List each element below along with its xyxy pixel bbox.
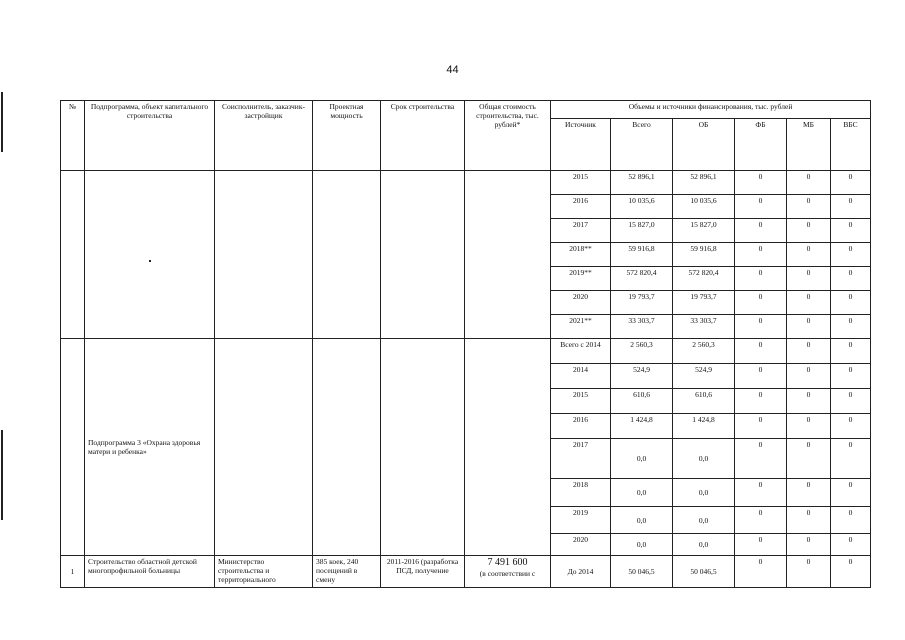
object1-vbs: 0 — [831, 556, 871, 588]
header-funding-group: Объемы и источники финансирования, тыс. рублей — [551, 101, 871, 119]
block1-executor-cell — [215, 171, 313, 339]
object1-cost: 7 491 600 — [487, 557, 528, 568]
page-number: 44 — [446, 64, 459, 76]
block1-cost-cell — [465, 171, 551, 339]
table-cell: 0 — [831, 364, 871, 389]
table-cell: 0 — [787, 315, 831, 339]
table-cell: Всего с 2014 — [551, 339, 611, 364]
object1-fb: 0 — [735, 556, 787, 588]
object1-source: До 2014 — [551, 556, 611, 588]
stray-dot — [149, 260, 151, 262]
table-cell: 2018** — [551, 243, 611, 267]
header-period: Срок строительства — [381, 101, 465, 171]
table-cell: 0 — [831, 267, 871, 291]
object1-cost-note: (в соответствии с — [479, 569, 536, 578]
table-cell: 0 — [831, 507, 871, 534]
table-cell: 2020 — [551, 534, 611, 556]
table-cell: 0 — [735, 171, 787, 195]
table-cell: 2015 — [551, 171, 611, 195]
header-capacity: Проектная мощность — [313, 101, 381, 171]
table-cell: 0,0 — [673, 507, 735, 534]
table-cell: 0 — [735, 507, 787, 534]
table-cell: 10 035,6 — [673, 195, 735, 219]
table-cell: 33 303,7 — [611, 315, 673, 339]
block1-no-cell — [61, 171, 85, 339]
header-source: Источник — [551, 119, 611, 171]
table-cell: 0 — [787, 291, 831, 315]
table-cell: 2014 — [551, 364, 611, 389]
table-cell: 0,0 — [673, 479, 735, 507]
table-cell: 0,0 — [673, 439, 735, 479]
header-vbs: ВБС — [831, 119, 871, 171]
table-cell: 2016 — [551, 414, 611, 439]
table-cell: 0 — [831, 171, 871, 195]
table-cell: 0 — [831, 439, 871, 479]
object1-capacity: 385 коек, 240 посещений в смену — [313, 556, 381, 588]
object1-mb: 0 — [787, 556, 831, 588]
object1-period: 2011-2016 (разработка ПСД, получение — [381, 556, 465, 588]
object1-cost-cell — [465, 556, 551, 588]
table-cell: 0 — [831, 291, 871, 315]
object1-name: Строительство областной детской многопрофильной больницы — [85, 556, 215, 588]
table-cell: 0 — [831, 389, 871, 414]
table-cell: 0 — [735, 195, 787, 219]
table-cell: 0 — [735, 534, 787, 556]
table-cell: 0 — [787, 414, 831, 439]
funding-table — [60, 100, 871, 588]
header-subprogram: Подпрограмма, объект капитального строительства — [85, 101, 215, 171]
table-cell: 0 — [735, 339, 787, 364]
block1-period-cell — [381, 171, 465, 339]
table-cell: 0 — [831, 243, 871, 267]
table-cell: 19 793,7 — [673, 291, 735, 315]
header-executor: Соисполнитель, заказчик-застройщик — [215, 101, 313, 171]
table-cell: 0 — [831, 414, 871, 439]
table-cell: 0 — [735, 389, 787, 414]
header-total-cost: Общая стоимость строительства, тыс. рублей* — [465, 101, 551, 171]
sub3-executor-cell — [215, 339, 313, 556]
object1-total: 50 046,5 — [611, 556, 673, 588]
table-cell: 2 560,3 — [673, 339, 735, 364]
table-cell: 2020 — [551, 291, 611, 315]
table-cell: 0 — [735, 219, 787, 243]
sub3-cost-cell — [465, 339, 551, 556]
table-cell: 0 — [735, 439, 787, 479]
table-cell: 0 — [787, 267, 831, 291]
table-cell: 572 820,4 — [611, 267, 673, 291]
table-cell: 1 424,8 — [673, 414, 735, 439]
table-cell: 0 — [735, 291, 787, 315]
table-cell: 0 — [831, 315, 871, 339]
block1-capacity-cell — [313, 171, 381, 339]
table-cell: 0 — [735, 479, 787, 507]
table-cell: 2018 — [551, 479, 611, 507]
table-cell: 0 — [787, 479, 831, 507]
table-cell: 0,0 — [611, 534, 673, 556]
table-cell: 1 424,8 — [611, 414, 673, 439]
table-cell: 0 — [787, 534, 831, 556]
sub3-period-cell — [381, 339, 465, 556]
table-cell: 0 — [787, 219, 831, 243]
table-cell: 0 — [735, 267, 787, 291]
table-cell: 2019 — [551, 507, 611, 534]
table-cell: 15 827,0 — [673, 219, 735, 243]
table-cell: 2015 — [551, 389, 611, 414]
header-no: № — [61, 101, 85, 171]
table-cell: 0 — [735, 364, 787, 389]
table-cell: 0,0 — [611, 479, 673, 507]
table-cell: 0 — [831, 479, 871, 507]
table-cell: 0 — [787, 507, 831, 534]
table-cell: 0 — [831, 219, 871, 243]
table-cell: 572 820,4 — [673, 267, 735, 291]
table-cell: 15 827,0 — [611, 219, 673, 243]
table-cell: 2017 — [551, 439, 611, 479]
table-cell: 59 916,8 — [673, 243, 735, 267]
table-cell: 0 — [735, 414, 787, 439]
margin-mark-top — [1, 92, 3, 152]
table-cell: 0 — [787, 171, 831, 195]
margin-mark-bottom — [1, 430, 3, 520]
table-cell: 524,9 — [673, 364, 735, 389]
header-ob: ОБ — [673, 119, 735, 171]
table-cell: 0 — [787, 195, 831, 219]
table-cell: 0,0 — [611, 507, 673, 534]
table-cell: 19 793,7 — [611, 291, 673, 315]
table-cell: 0 — [831, 534, 871, 556]
table-cell: 0 — [787, 243, 831, 267]
object1-ob: 50 046,5 — [673, 556, 735, 588]
table-cell: 0 — [831, 339, 871, 364]
table-cell: 0,0 — [673, 534, 735, 556]
table-cell: 33 303,7 — [673, 315, 735, 339]
table-cell: 0 — [735, 243, 787, 267]
table-cell: 52 896,1 — [611, 171, 673, 195]
table-cell: 0 — [787, 339, 831, 364]
header-fb: ФБ — [735, 119, 787, 171]
table-cell: 2017 — [551, 219, 611, 243]
table-cell: 59 916,8 — [611, 243, 673, 267]
block1-name-cell — [85, 171, 215, 339]
object1-no: 1 — [61, 556, 85, 588]
table-cell: 2019** — [551, 267, 611, 291]
table-cell: 52 896,1 — [673, 171, 735, 195]
table-cell: 610,6 — [611, 389, 673, 414]
table-cell: 0 — [735, 315, 787, 339]
table-cell: 0 — [831, 195, 871, 219]
table-cell: 10 035,6 — [611, 195, 673, 219]
table-cell: 2021** — [551, 315, 611, 339]
table-cell: 2016 — [551, 195, 611, 219]
sub3-no-cell — [61, 339, 85, 556]
header-mb: МБ — [787, 119, 831, 171]
object1-executor: Министерство строительства и территориального — [215, 556, 313, 588]
table-cell: 524,9 — [611, 364, 673, 389]
table-cell: 610,6 — [673, 389, 735, 414]
table-cell: 0 — [787, 364, 831, 389]
sub3-label: Подпрограмма 3 «Охрана здоровья матери и ребенка» — [85, 339, 215, 556]
header-total: Всего — [611, 119, 673, 171]
table-cell: 0 — [787, 439, 831, 479]
sub3-capacity-cell — [313, 339, 381, 556]
table-cell: 0,0 — [611, 439, 673, 479]
table-cell: 0 — [787, 389, 831, 414]
table-cell: 2 560,3 — [611, 339, 673, 364]
